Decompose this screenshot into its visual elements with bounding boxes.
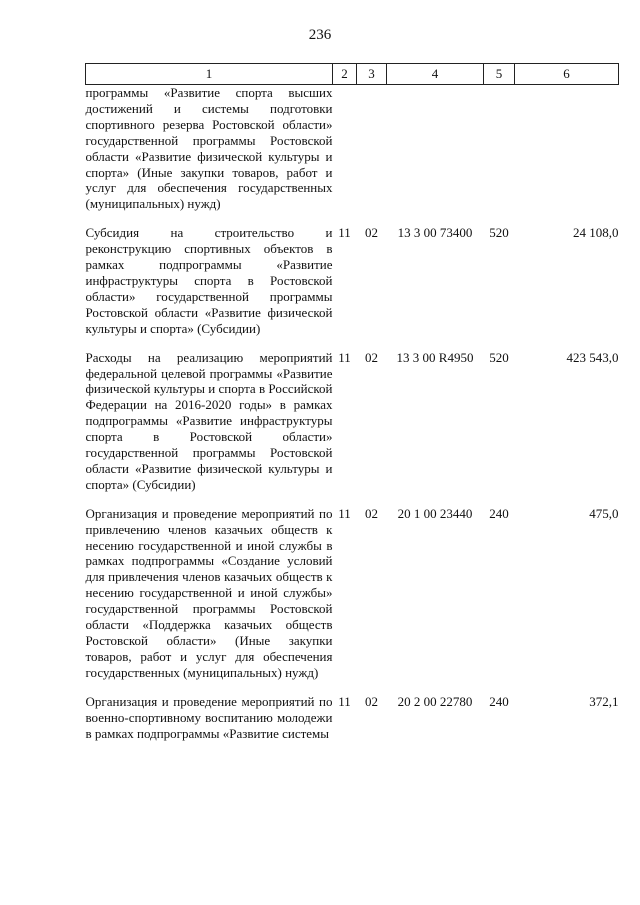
row-subsection xyxy=(357,85,387,226)
table-row xyxy=(86,506,619,694)
row-expense-type: 520 xyxy=(489,349,509,365)
header-col-3: 3 xyxy=(357,64,387,85)
row-subsection: 02 xyxy=(365,505,378,521)
row-description: Организация и проведение мероприятий по привлечению членов казачьих обществ к несению государственной и иной службы в рамках подпрограммы «Создание условий для привлечения членов казачьих обществ к несению государственной и иной службы» государственной программы Ростовской области «Поддержка казачьих обществ Ростовской области» (Иные закупки товаров, работ и услуг для обеспечения государственных (муниципальных) нужд) xyxy=(85,505,333,680)
row-target-article xyxy=(387,85,484,226)
row-section: 11 xyxy=(338,225,351,241)
row-target-article: 13 3 00 R4950 xyxy=(396,349,474,365)
page-number: 236 xyxy=(308,27,332,43)
header-col-5: 5 xyxy=(484,64,515,85)
header-col-6: 6 xyxy=(515,64,619,85)
row-target-article: 20 2 00 22780 xyxy=(397,693,473,709)
budget-table xyxy=(85,63,619,741)
row-amount: 372,1 xyxy=(589,693,619,709)
table-row xyxy=(86,85,619,226)
row-expense-type: 520 xyxy=(489,225,509,241)
row-target-article: 20 1 00 23440 xyxy=(397,505,473,521)
header-col-4: 4 xyxy=(387,64,484,85)
table-body xyxy=(86,85,619,742)
header-col-1: 1 xyxy=(86,64,333,85)
row-expense-type: 240 xyxy=(489,693,509,709)
row-section xyxy=(333,85,357,226)
row-description: программы «Развитие спорта высших достижений и системы подготовки спортивного резерва Ростовской области» государственной программы Ростовской области «Развитие физической культуры и спорта» (Иные закупки товаров, работ и услуг для обеспечения государственных (муниципальных) нужд) xyxy=(85,85,333,212)
row-target-article: 13 3 00 73400 xyxy=(397,225,473,241)
row-amount xyxy=(515,85,619,226)
row-section: 11 xyxy=(338,349,351,365)
row-section: 11 xyxy=(338,505,351,521)
row-amount: 423 543,0 xyxy=(566,349,619,365)
table-row xyxy=(86,225,619,349)
header-col-2: 2 xyxy=(333,64,357,85)
row-description: Организация и проведение мероприятий по военно-спортивному воспитанию молодежи в рамках подпрограммы «Развитие системы xyxy=(85,693,333,741)
row-subsection: 02 xyxy=(365,693,378,709)
row-expense-type: 240 xyxy=(489,505,509,521)
header-row xyxy=(86,64,619,85)
row-subsection: 02 xyxy=(365,225,378,241)
row-amount: 475,0 xyxy=(589,505,619,521)
table-row xyxy=(86,694,619,742)
row-expense-type xyxy=(484,85,515,226)
row-subsection: 02 xyxy=(365,349,378,365)
row-section: 11 xyxy=(338,693,351,709)
table-row xyxy=(86,350,619,506)
table-header xyxy=(86,64,619,85)
row-amount: 24 108,0 xyxy=(573,225,619,241)
row-description: Расходы на реализацию мероприятий федеральной целевой программы «Развитие физической культуры и спорта в Российской Федерации на 2016-2020 годы» в рамках подпрограммы «Развитие инфраструктуры спорта в Ростовской области» государственной программы Ростовской области «Развитие физической культуры и спорта» (Субсидии) xyxy=(85,349,333,492)
row-description: Субсидия на строительство и реконструкцию спортивных объектов в рамках подпрограммы «Развитие инфраструктуры спорта в Ростовской области» государственной программы Ростовской области «Развитие физической культуры и спорта» (Субсидии) xyxy=(85,225,333,336)
